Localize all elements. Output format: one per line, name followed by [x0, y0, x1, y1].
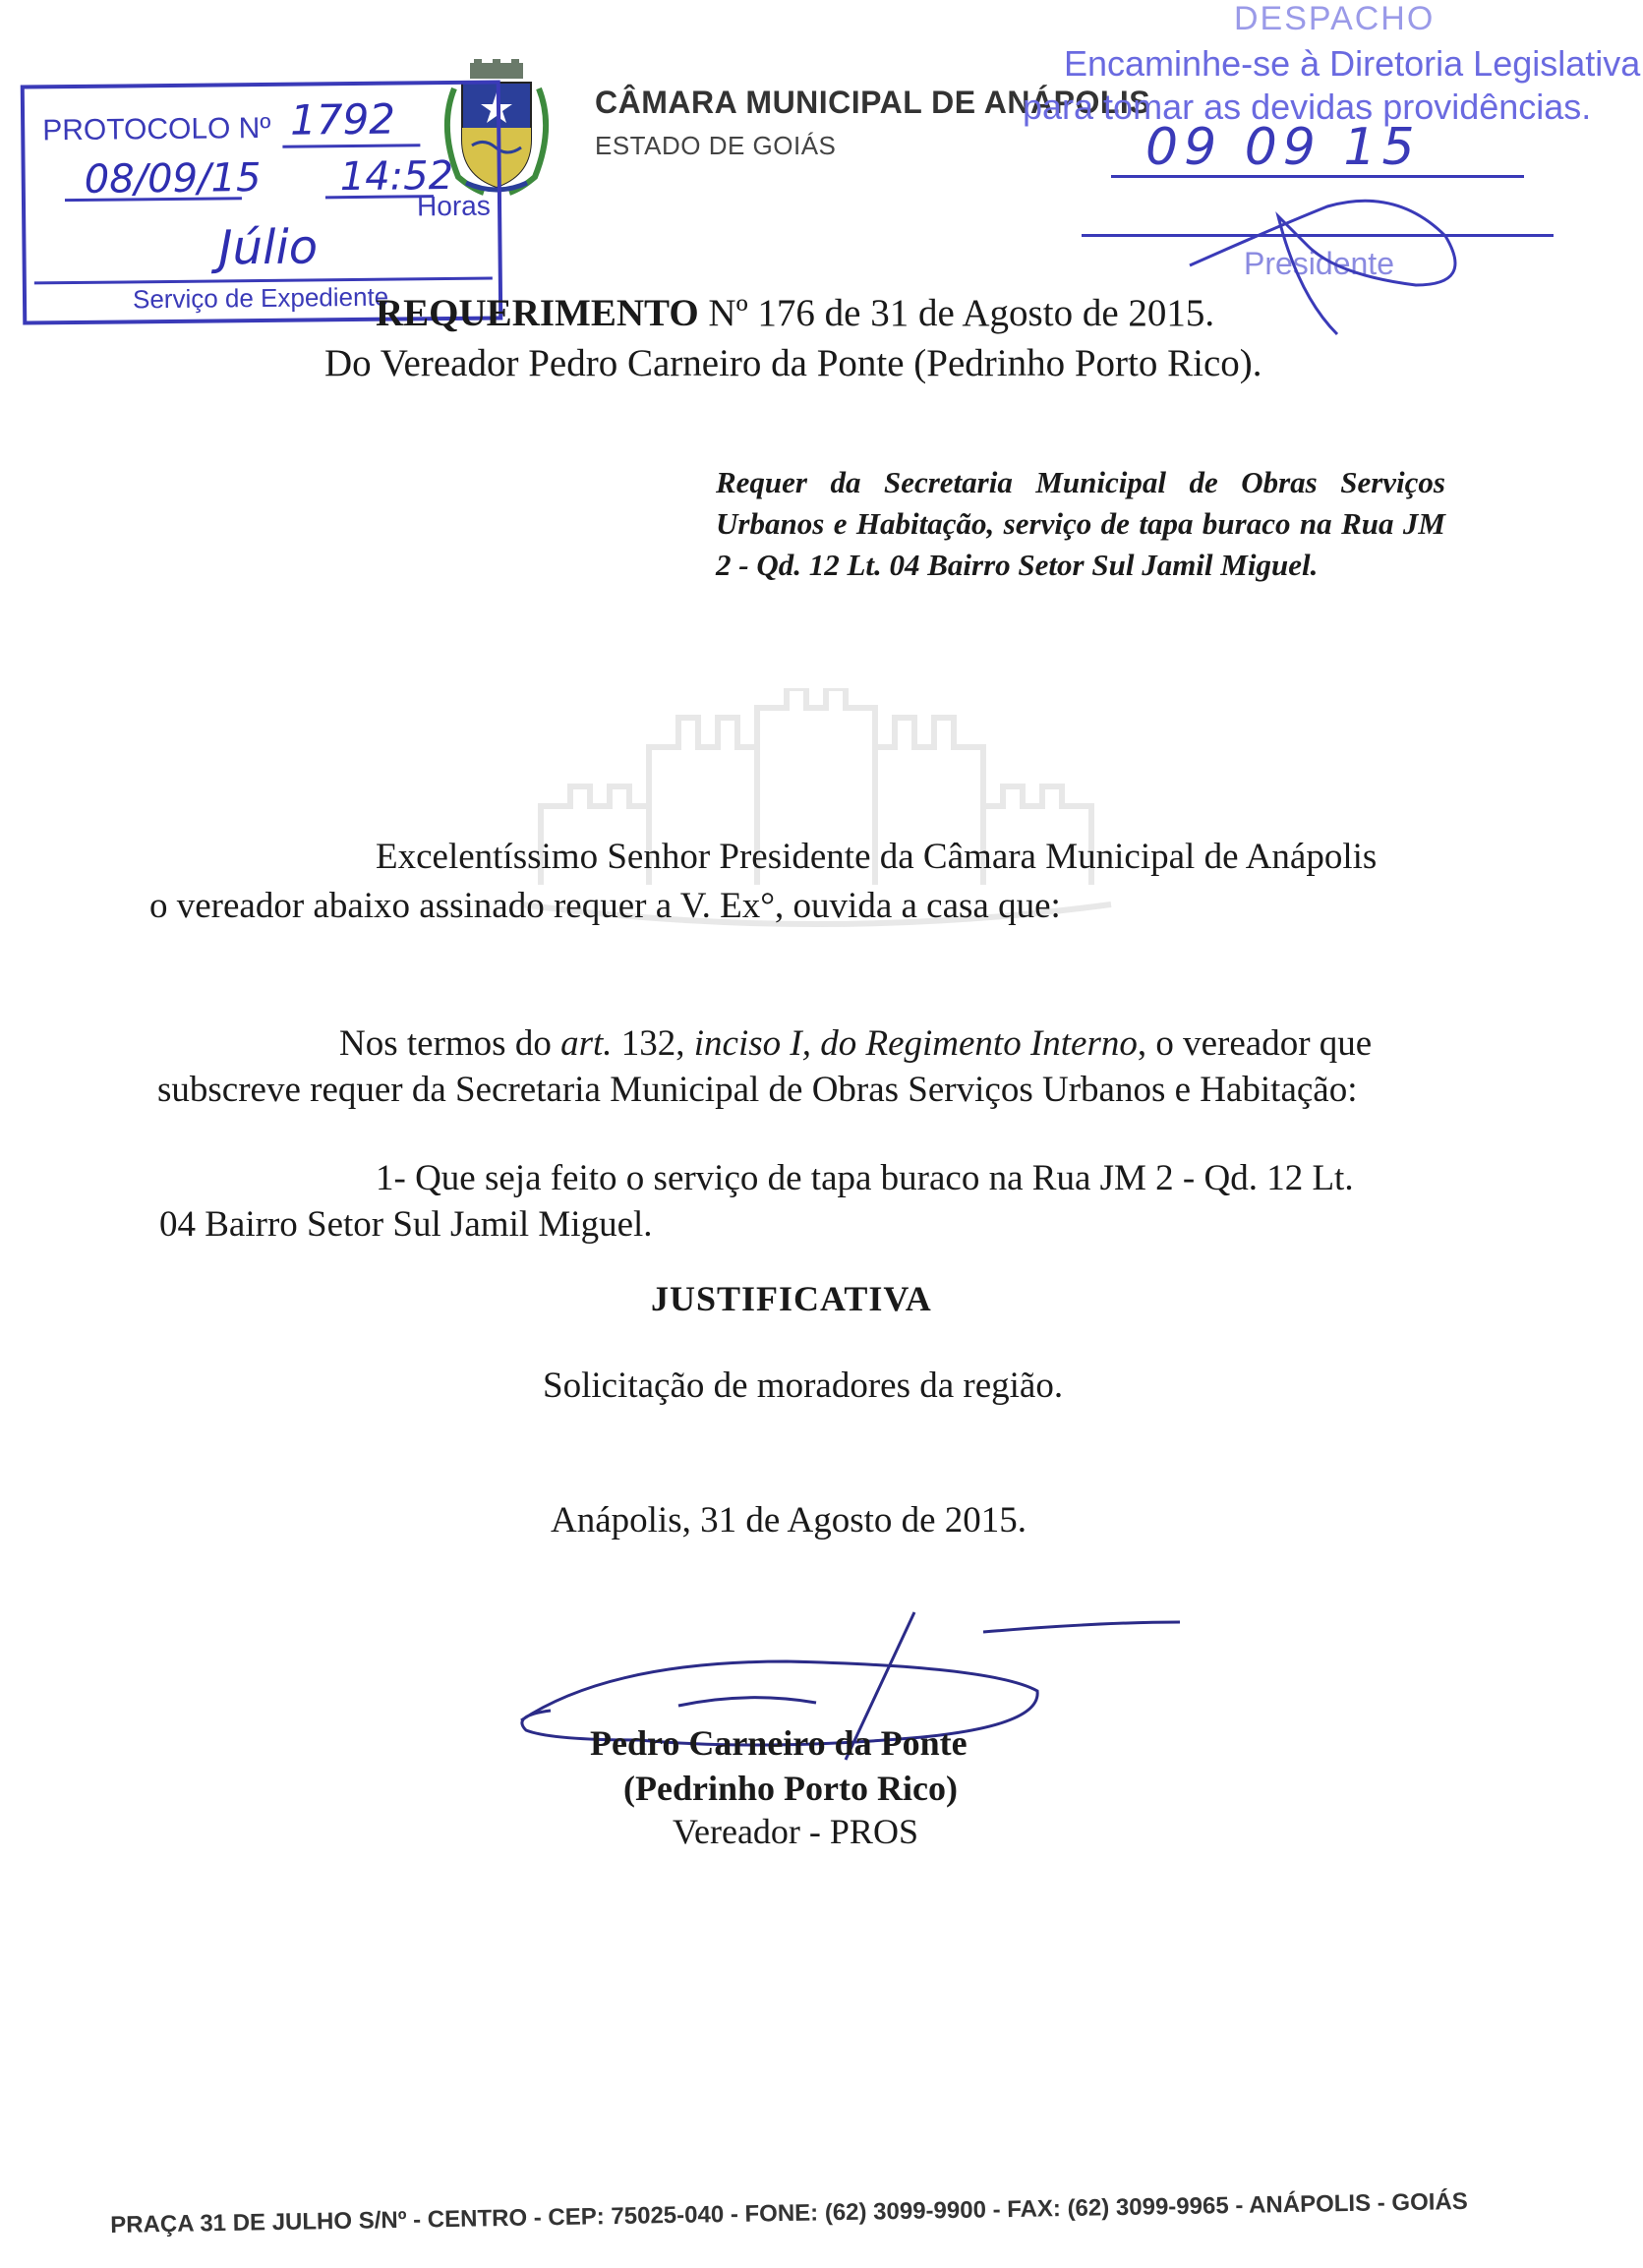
despacho-line-1: Encaminhe-se à Diretoria Legislativa — [1064, 43, 1641, 84]
organization-state: ESTADO DE GOIÁS — [595, 131, 837, 160]
protocol-time: 14:52 — [339, 152, 454, 201]
justification-heading: JUSTIFICATIVA — [651, 1279, 932, 1318]
request-text-d: inciso I, do Regimento Interno — [693, 1023, 1138, 1064]
protocol-signature: Júlio — [218, 219, 319, 276]
salutation-line-2: o vereador abaixo assinado requer a V. Ex°, ouvida a casa que: — [149, 886, 1061, 926]
request-item-line-1: 1- Que seja feito o serviço de tapa buraco na Rua JM 2 - Qd. 12 Lt. — [376, 1158, 1354, 1198]
despacho-signature-label: Presidente — [1244, 246, 1394, 281]
request-text-a: Nos termos do — [339, 1023, 561, 1064]
protocol-label: PROTOCOLO Nº — [42, 111, 271, 147]
organization-name: CÂMARA MUNICIPAL DE ANÁPOLIS — [595, 85, 1151, 120]
despacho-title: DESPACHO — [1234, 0, 1436, 37]
request-text-c: 132, — [612, 1023, 694, 1064]
despacho-date: 09 09 15 — [1145, 118, 1421, 177]
request-text-e: , o vereador que — [1137, 1023, 1373, 1064]
document-author: Do Vereador Pedro Carneiro da Ponte (Pedrinho Porto Rico). — [324, 342, 1262, 384]
document-title — [376, 291, 1214, 335]
salutation-line-1: Excelentíssimo Senhor Presidente da Câmara Municipal de Anápolis — [376, 837, 1378, 877]
signer-nickname: (Pedrinho Porto Rico) — [623, 1769, 958, 1808]
protocol-department: Serviço de Expediente — [132, 281, 389, 315]
document-ementa: Requer da Secretaria Municipal de Obras Serviços Urbanos e Habitação, serviço de tapa buraco na Rua JM 2 - Qd. 12 Lt. 04 Bairro Setor Sul Jamil Miguel. — [716, 465, 1445, 582]
protocol-date: 08/09/15 — [84, 155, 262, 203]
presidente-signature-stroke — [1190, 201, 1455, 334]
justification-text: Solicitação de moradores da região. — [543, 1366, 1064, 1406]
despacho-line-2: para tomar as devidas providências. — [1023, 87, 1592, 127]
place-and-date: Anápolis, 31 de Agosto de 2015. — [551, 1500, 1027, 1541]
footer-address: PRAÇA 31 DE JULHO S/Nº - CENTRO - CEP: 75025-040 - FONE: (62) 3099-9900 - FAX: (62) 3099-9965 - ANÁPOLIS - GOIÁS — [110, 2187, 1468, 2239]
request-paragraph-line-2: subscreve requer da Secretaria Municipal de Obras Serviços Urbanos e Habitação: — [157, 1070, 1358, 1110]
protocol-number: 1792 — [289, 94, 396, 145]
signer-role: Vereador - PROS — [673, 1812, 918, 1851]
request-paragraph-line-1 — [339, 1020, 1372, 1067]
request-item-line-2: 04 Bairro Setor Sul Jamil Miguel. — [159, 1204, 653, 1245]
protocol-hours-label: Horas — [416, 190, 491, 222]
signer-name: Pedro Carneiro da Ponte — [590, 1723, 968, 1763]
document-title-number-date: Nº 176 de 31 de Agosto de 2015. — [698, 292, 1215, 334]
document-title-type: REQUERIMENTO — [376, 292, 699, 334]
request-text-b: art. — [560, 1023, 613, 1064]
